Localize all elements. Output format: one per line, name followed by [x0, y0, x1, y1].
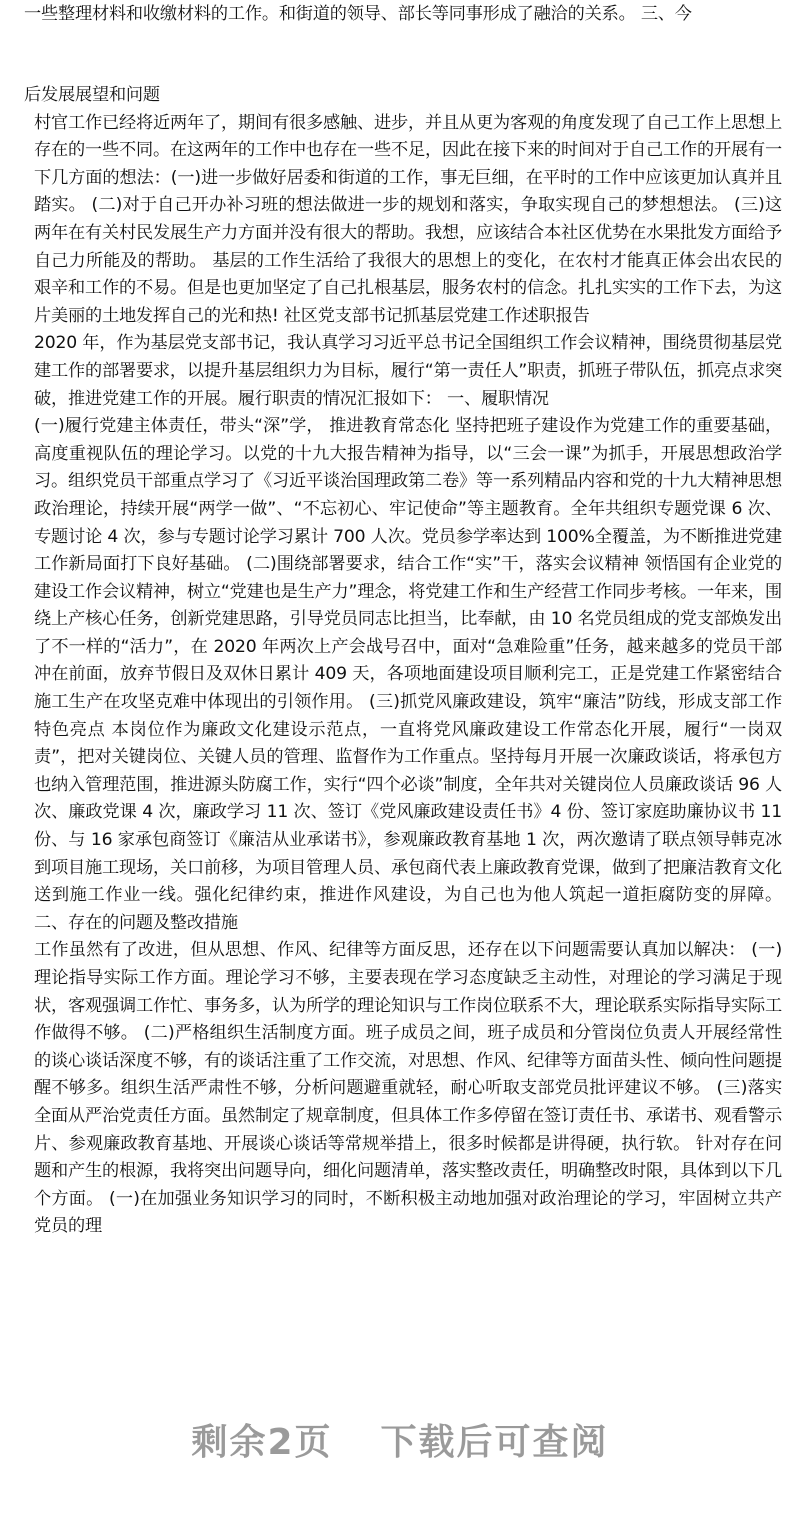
paragraph-duties: (一)履行党建主体责任，带头“深”学， 推进教育常态化 坚持把班子建设作为党建工作的重要基础，高度重视队伍的理论学习。以党的十九大报告精神为指导，以“三会一课”为抓手，开展思想政治学习。组织党员干部重点学习了《习近平谈治国理政第二卷》等一系列精品内容和党的十九大精神思想政治理论，持续开展“两学一做”、“不忘初心、牢记使命”等主题教育。全年共组织专题党课 6 次、专题讨论 4 次，参与专题讨论学习累计 700 人次。党员参学率达到 100%全覆盖，为不断推进党建工作新局面打下良好基础。 (二)围绕部署要求，结合工作“实”干，落实会议精神 领悟国有企业党的建设工作会议精神，树立“党建也是生产力”理念，将党建工作和生产经营工作同步考核。一年来，围绕上产核心任务，创新党建思路，引导党员同志比担当，比奉献，由 10 名党员组成的党支部焕发出了不一样的“活力”，在 2020 年两次上产会战号召中，面对“急难险重”任务，越来越多的党员干部冲在前面，放弃节假日及双休日累计 409 天，各项地面建设项目顺利完工，正是党建工作紧密结合施工生产在攻坚克难中体现出的引领作用。 (三)抓党风廉政建设，筑牢“廉洁”防线，形成支部工作特色亮点 本岗位作为廉政文化建设示范点，一直将党风廉政建设工作常态化开展，履行“一岗双责”，把对关键岗位、关键人员的管理、监督作为工作重点。坚持每月开展一次廉政谈话，将承包方也纳入管理范围，推进源头防腐工作，实行“四个必谈”制度，全年共对关键岗位人员廉政谈话 96 人次、廉政党课 4 次，廉政学习 11 次、签订《党风廉政建设责任书》4 份、签订家庭助廉协议书 11 份、与 16 家承包商签订《廉洁从业承诺书》，参观廉政教育基地 1 次，两次邀请了联点领导韩克冰到项目施工现场，关口前移，为项目管理人员、承包商代表上廉政教育党课，做到了把廉洁教育文化送到施工作业一线。强化纪律约束，推进作风建设，为自己也为他人筑起一道拒腐防变的屏障。 二、存在的问题及整改措施 [34, 416, 782, 933]
paragraph-village-official: 村官工作已经将近两年了，期间有很多感触、进步，并且从更为客观的角度发现了自己工作上思想上存在的一些不同。在这两年的工作中也存在一些不足，因此在接下来的时间对于自己工作的开展有一下几方面的想法：(一)进一步做好居委和街道的工作，事无巨细，在平时的工作中应该更加认真并且踏实。 (二)对于自己开办补习班的想法做进一步的规划和落实，争取实现自己的梦想想法。 (三)这两年在有关村民发展生产力方面并没有很大的帮助。我想，应该结合本社区优势在水果批发方面给予自己力所能及的帮助。 基层的工作生活给了我很大的思想上的变化，在农村才能真正体会出农民的艰辛和工作的不易。但是也更加坚定了自己扎根基层，服务农村的信念。扎扎实实的工作下去，为这片美丽的土地发挥自己的光和热! 社区党支部书记抓基层党建工作述职报告 [34, 112, 782, 326]
download-hint-label: 下载后可查阅 [380, 1422, 609, 1463]
download-prompt-banner[interactable] [0, 1408, 800, 1478]
document-top-line [24, 1, 782, 29]
paragraph-report-intro: 2020 年，作为基层党支部书记，我认真学习习近平总书记全国组织工作会议精神，围绕贯彻基层党建工作的部署要求，以提升基层组织力为目标，履行“第一责任人”职责，抓班子带队伍，抓亮点求突破，推进党建工作的开展。履行职责的情况汇报如下： 一、履职情况 [34, 333, 782, 409]
section-heading-continuation: 后发展展望和问题 [24, 85, 160, 105]
document-body [24, 82, 782, 1241]
paragraph-problems: 工作虽然有了改进，但从思想、作风、纪律等方面反思，还存在以下问题需要认真加以解决： (一)理论指导实际工作方面。理论学习不够，主要表现在学习态度缺乏主动性，对理论的学习满足于现状，客观强调工作忙、事务多，认为所学的理论知识与工作岗位联系不大，理论联系实际指导实际工作做得不够。 (二)严格组织生活制度方面。班子成员之间，班子成员和分管岗位负责人开展经常性的谈心谈话深度不够，有的谈话注重了工作交流，对思想、作风、纪律等方面苗头性、倾向性问题提醒不够多。组织生活严肃性不够，分析问题避重就轻，耐心听取支部党员批评建议不够。 (三)落实全面从严治党责任方面。虽然制定了规章制度，但具体工作多停留在签订责任书、承诺书、观看警示片、参观廉政教育基地、开展谈心谈话等常规举措上，很多时候都是讲得硬，执行软。 针对存在问题和产生的根源，我将突出问题导向，细化问题清单，落实整改责任，明确整改时限，具体到以下几个方面。 (一)在加强业务知识学习的同时，不断积极主动地加强对政治理论的学习，牢固树立共产党员的理 [34, 940, 782, 1237]
top-line-text: 一些整理材料和收缴材料的工作。和街道的领导、部长等同事形成了融洽的关系。 三、今 [24, 4, 692, 24]
remaining-pages-label: 剩余2页 [191, 1422, 333, 1463]
